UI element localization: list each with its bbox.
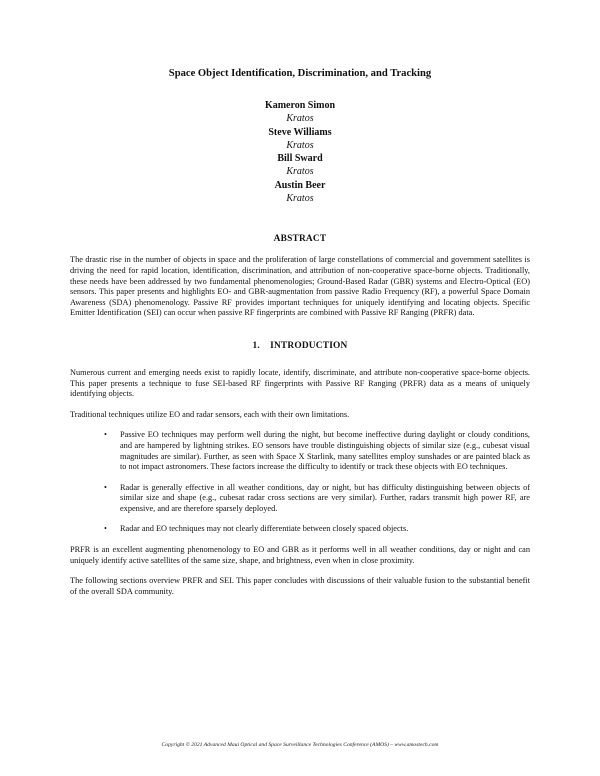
bullet-glyph: • bbox=[104, 430, 107, 440]
intro-paragraph-3: PRFR is an excellent augmenting phenomenology to EO and GBR as it performs well in all weather conditions, day or night and can uniquely identify active satellites of the same size, shape, and brightness, even when in close proximity. bbox=[70, 545, 530, 565]
limitations-list bbox=[70, 430, 530, 535]
intro-paragraph-1: Numerous current and emerging needs exist to rapidly locate, identify, discriminate, and attribute non-cooperative space-borne objects. This paper presents a technique to fuse SEI-based RF fingerprints with Passive RF Ranging (PRFR) data as a means of uniquely identifying objects. bbox=[70, 367, 530, 399]
author-block bbox=[70, 99, 530, 205]
list-item bbox=[104, 524, 530, 535]
list-item bbox=[104, 482, 530, 515]
paper-title: Space Object Identification, Discrimination, and Tracking bbox=[168, 68, 432, 79]
list-item bbox=[104, 430, 530, 472]
author-affiliation: Kratos bbox=[286, 113, 314, 125]
bullet-glyph: • bbox=[104, 482, 107, 492]
list-item-text: Radar is generally effective in all weather conditions, day or night, but has difficulty distinguishing between objects of similar size and shape (e.g., cubesat radar cross sections are very similar). Further, radars transmit high power RF, are expensive, and are therefore sparsely deployed. bbox=[120, 482, 530, 513]
author-affiliation: Kratos bbox=[286, 193, 314, 205]
author-name: Austin Beer bbox=[274, 179, 326, 191]
bullet-glyph: • bbox=[104, 524, 107, 534]
author-affiliation: Kratos bbox=[286, 139, 314, 151]
abstract-text: The drastic rise in the number of objects in space and the proliferation of large constellations of commercial and government satellites is driving the need for rapid location, identification, discrimination, and attribution of non-cooperative space-borne objects. Traditionally, these needs have been addressed by two fundamental phenomenologies; Ground-Based Radar (GBR) systems and Electro-Optical (EO) sensors. This paper presents and highlights EO- and GBR-augmentation from passive Radio Frequency (RF), a powerful Space Domain Awareness (SDA) phenomenology. Passive RF provides important techniques for uniquely identifying and locating objects. Specific Emitter Identification (SEI) can occur when passive RF fingerprints are combined with Passive RF Ranging (PRFR) data. bbox=[70, 255, 530, 318]
introduction-heading: 1. INTRODUCTION bbox=[252, 340, 348, 351]
page-footer: Copyright © 2021 Advanced Maui Optical and Space Surveillance Technologies Conference (AMOS) – www.amostech.com bbox=[161, 742, 439, 748]
author-affiliation: Kratos bbox=[286, 166, 314, 178]
list-item-text: Radar and EO techniques may not clearly differentiate between closely spaced objects. bbox=[120, 524, 409, 534]
list-item-text: Passive EO techniques may perform well during the night, but become ineffective during daylight or cloudy conditions, and are hampered by lightning strikes. EO sensors have trouble distinguishing objects of similar size (e.g., cubesat visual magnitudes are similar). Further, as seen with Space X Starlink, many satellites employ sunshades or are painted black as to not impact astronomers. These factors increase the difficulty to identify or track these objects with EO techniques. bbox=[120, 430, 530, 472]
author-name: Steve Williams bbox=[268, 126, 332, 138]
author-name: Bill Sward bbox=[277, 153, 323, 165]
abstract-heading: ABSTRACT bbox=[273, 234, 327, 245]
intro-paragraph-2: Traditional techniques utilize EO and radar sensors, each with their own limitations. bbox=[70, 409, 350, 419]
intro-paragraph-4: The following sections overview PRFR and SEI. This paper concludes with discussions of their valuable fusion to the substantial benefit of the overall SDA community. bbox=[70, 576, 530, 596]
author-name: Kameron Simon bbox=[264, 100, 336, 111]
